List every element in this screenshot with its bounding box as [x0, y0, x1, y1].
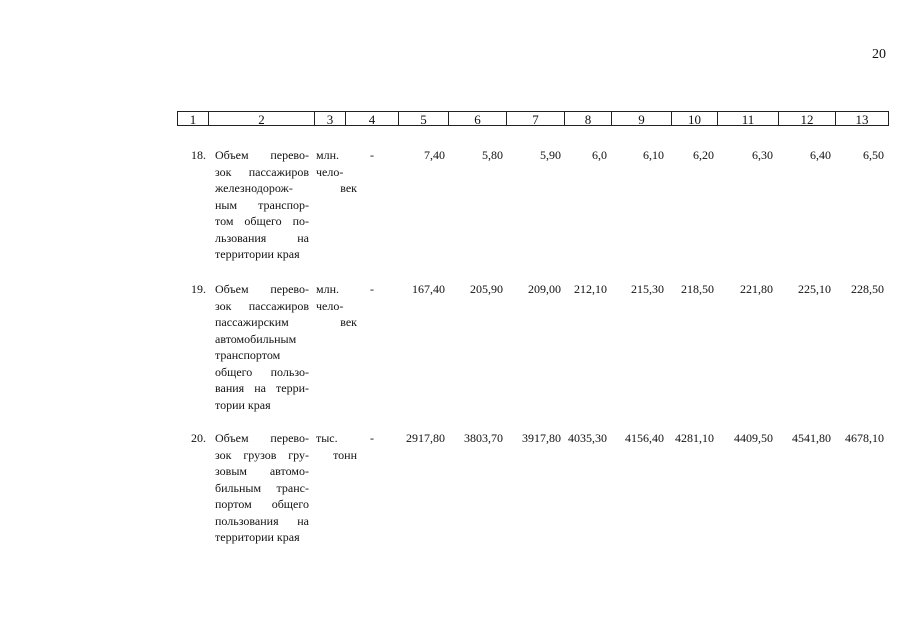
unit-line: век	[340, 315, 357, 329]
column-4-value: -	[370, 282, 374, 296]
indicator-name	[215, 147, 309, 263]
value-col-9: 215,30	[631, 282, 664, 296]
unit-line: тыс.	[316, 431, 338, 445]
header-cell-3: 3	[314, 111, 346, 126]
value-col-8: 6,0	[592, 148, 607, 162]
indicator-name-line: том общего по-	[215, 214, 309, 228]
value-col-8: 212,10	[574, 282, 607, 296]
value-col-11: 4409,50	[734, 431, 773, 445]
unit-of-measure	[316, 147, 357, 197]
indicator-name	[215, 281, 309, 413]
indicator-name	[215, 430, 309, 546]
header-cell-9: 9	[611, 111, 672, 126]
indicator-name-line: бильным транс-	[215, 480, 309, 495]
value-col-5: 167,40	[412, 282, 445, 296]
unit-line: чело-	[316, 298, 344, 313]
row-index: 18.	[191, 148, 206, 162]
indicator-name-line: территории края	[215, 247, 300, 261]
header-cell-8: 8	[564, 111, 612, 126]
value-col-13: 228,50	[851, 282, 884, 296]
indicator-name-line: автомобильным	[215, 331, 297, 346]
value-col-12: 225,10	[798, 282, 831, 296]
value-col-7: 3917,80	[522, 431, 561, 445]
value-col-7: 5,90	[540, 148, 561, 162]
indicator-name-line: транспортом	[215, 348, 281, 362]
indicator-name-line: общего пользо-	[215, 364, 309, 379]
header-cell-7: 7	[506, 111, 565, 126]
unit-line: чело-	[316, 164, 344, 179]
indicator-name-line: пользования на	[215, 513, 309, 528]
value-col-5: 2917,80	[406, 431, 445, 445]
value-col-10: 4281,10	[675, 431, 714, 445]
value-col-11: 6,30	[752, 148, 773, 162]
indicator-name-line: вания на терри-	[215, 381, 309, 395]
indicator-name-line: тории края	[215, 397, 271, 412]
indicator-name-line: зок грузов гру-	[215, 447, 309, 462]
header-cell-13: 13	[835, 111, 889, 126]
row-index: 19.	[191, 282, 206, 296]
unit-of-measure	[316, 430, 357, 463]
value-col-6: 3803,70	[464, 431, 503, 445]
row-index: 20.	[191, 431, 206, 445]
unit-line: млн.	[316, 148, 340, 162]
indicator-name-line: пассажирским	[215, 315, 289, 329]
header-cell-4: 4	[345, 111, 399, 126]
value-col-13: 6,50	[863, 148, 884, 162]
indicator-name-line: территории края	[215, 530, 300, 544]
indicator-name-line: зок пассажиров	[215, 298, 309, 313]
indicator-name-line: Объем перево-	[215, 148, 309, 162]
value-col-13: 4678,10	[845, 431, 884, 445]
value-col-6: 205,90	[470, 282, 503, 296]
indicator-name-line: Объем перево-	[215, 282, 309, 296]
value-col-9: 4156,40	[625, 431, 664, 445]
column-4-value: -	[370, 431, 374, 445]
indicator-name-line: зок пассажиров	[215, 164, 309, 179]
indicator-name-line: Объем перево-	[215, 431, 309, 445]
value-col-10: 6,20	[693, 148, 714, 162]
header-cell-10: 10	[671, 111, 718, 126]
header-cell-2: 2	[208, 111, 315, 126]
value-col-12: 4541,80	[792, 431, 831, 445]
value-col-7: 209,00	[528, 282, 561, 296]
value-col-9: 6,10	[643, 148, 664, 162]
header-cell-5: 5	[398, 111, 449, 126]
header-cell-1: 1	[177, 111, 209, 126]
header-cell-6: 6	[448, 111, 507, 126]
unit-line: век	[340, 181, 357, 195]
indicator-name-line: железнодорож-	[215, 181, 293, 195]
header-cell-12: 12	[778, 111, 836, 126]
indicator-name-line: портом общего	[215, 497, 309, 511]
value-col-5: 7,40	[424, 148, 445, 162]
indicator-name-line: ным транспор-	[215, 197, 309, 212]
unit-line: млн.	[316, 282, 340, 296]
unit-of-measure	[316, 281, 357, 331]
value-col-10: 218,50	[681, 282, 714, 296]
page-number: 20	[872, 47, 886, 62]
column-4-value: -	[370, 148, 374, 162]
indicator-name-line: зовым автомо-	[215, 464, 309, 478]
value-col-12: 6,40	[810, 148, 831, 162]
header-cell-11: 11	[717, 111, 779, 126]
value-col-6: 5,80	[482, 148, 503, 162]
value-col-8: 4035,30	[568, 431, 607, 445]
indicator-name-line: льзования на	[215, 230, 309, 245]
value-col-11: 221,80	[740, 282, 773, 296]
unit-line: тонн	[333, 447, 357, 462]
